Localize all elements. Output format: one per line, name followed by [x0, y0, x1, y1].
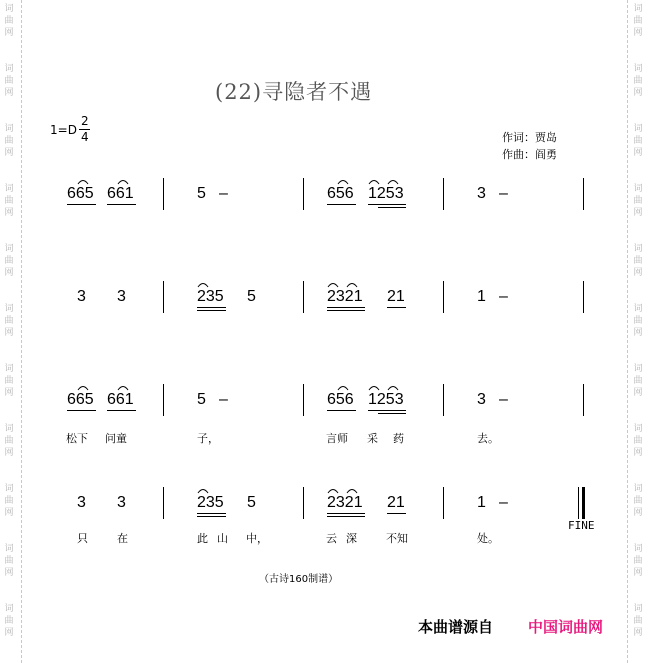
slur	[327, 486, 339, 494]
note-group: 661	[107, 185, 134, 202]
time-signature-top: 2	[81, 114, 89, 128]
watermark-char: 曲	[633, 256, 643, 266]
watermark-char: 曲	[4, 496, 14, 506]
lyric: 采	[367, 432, 378, 445]
slur	[197, 280, 209, 288]
watermark-char: 词	[4, 304, 14, 314]
note-group: 235	[197, 494, 224, 511]
underline	[387, 307, 406, 308]
watermark-char: 曲	[4, 196, 14, 206]
underline	[327, 516, 365, 517]
slur	[368, 383, 380, 391]
slur	[337, 177, 349, 185]
underline	[67, 410, 96, 411]
lyric: 云	[326, 532, 337, 545]
underline	[197, 516, 226, 517]
final-barline-thick	[582, 487, 585, 519]
note: 1	[477, 494, 486, 511]
watermark-char: 网	[633, 208, 643, 218]
slur	[387, 177, 399, 185]
watermark-char: 词	[4, 424, 14, 434]
watermark-char: 词	[633, 304, 643, 314]
watermark-char: 网	[633, 388, 643, 398]
watermark-char: 曲	[633, 376, 643, 386]
watermark-char: 网	[4, 28, 14, 38]
note: 5	[247, 494, 256, 511]
dash: –	[499, 391, 508, 408]
underline	[327, 310, 365, 311]
watermark-char: 词	[4, 4, 14, 14]
right-border	[627, 0, 628, 663]
slur	[77, 177, 89, 185]
watermark-char: 词	[4, 184, 14, 194]
watermark-char: 曲	[633, 196, 643, 206]
note: 3	[77, 288, 86, 305]
watermark-char: 网	[633, 148, 643, 158]
underline	[107, 410, 136, 411]
slur	[117, 177, 129, 185]
barline	[163, 178, 164, 210]
watermark-char: 词	[633, 604, 643, 614]
watermark-char: 词	[633, 544, 643, 554]
lyricist-credit: 作词：贾岛	[502, 131, 557, 144]
watermark-char: 词	[633, 244, 643, 254]
slur	[346, 486, 358, 494]
watermark-char: 曲	[4, 376, 14, 386]
watermark-char: 词	[4, 484, 14, 494]
watermark-char: 网	[633, 628, 643, 638]
note-group: 2321	[327, 494, 363, 511]
watermark-char: 词	[633, 424, 643, 434]
lyric: 中，	[246, 532, 268, 545]
note-group: 21	[387, 288, 405, 305]
lyric: 子，	[197, 432, 219, 445]
site-name-link[interactable]: 中国词曲网	[528, 618, 604, 636]
underline	[387, 513, 406, 514]
watermark-char: 网	[633, 268, 643, 278]
note-group: 1253	[368, 185, 404, 202]
watermark-char: 曲	[633, 556, 643, 566]
lyric: 处。	[477, 532, 499, 545]
barline	[443, 281, 444, 313]
lyric: 言师	[326, 432, 348, 445]
note: 3	[117, 288, 126, 305]
note: 3	[477, 185, 486, 202]
watermark-char: 网	[4, 568, 14, 578]
underline	[368, 204, 406, 205]
final-barline-thin	[578, 487, 579, 519]
barline	[163, 281, 164, 313]
watermark-char: 网	[633, 568, 643, 578]
fine-mark: FINE	[568, 519, 595, 532]
watermark-char: 网	[4, 508, 14, 518]
watermark-char: 曲	[4, 436, 14, 446]
watermark-char: 曲	[633, 496, 643, 506]
source-label: 本曲谱源自	[418, 618, 494, 636]
underline	[378, 207, 406, 208]
underline	[327, 204, 356, 205]
dash: –	[219, 185, 228, 202]
watermark-char: 网	[4, 628, 14, 638]
slur	[327, 280, 339, 288]
watermark-char: 网	[4, 448, 14, 458]
underline	[197, 310, 226, 311]
note-group: 21	[387, 494, 405, 511]
watermark-char: 词	[4, 244, 14, 254]
barline	[443, 384, 444, 416]
watermark-char: 网	[4, 208, 14, 218]
watermark-char: 词	[633, 184, 643, 194]
watermark-char: 网	[4, 88, 14, 98]
note-group: 2321	[327, 288, 363, 305]
note: 3	[477, 391, 486, 408]
dash: –	[499, 494, 508, 511]
slur	[77, 383, 89, 391]
slur	[117, 383, 129, 391]
note: 3	[117, 494, 126, 511]
barline	[303, 487, 304, 519]
watermark-char: 网	[4, 388, 14, 398]
note: 1	[477, 288, 486, 305]
watermark-char: 词	[633, 484, 643, 494]
key-signature: 1=D	[50, 123, 77, 137]
note-group: 656	[327, 185, 354, 202]
watermark-char: 曲	[633, 436, 643, 446]
lyric: 不知	[386, 532, 408, 545]
slur	[368, 177, 380, 185]
footnote: （古诗160制谱）	[259, 574, 339, 585]
underline	[67, 204, 96, 205]
watermark-char: 网	[4, 328, 14, 338]
slur	[346, 280, 358, 288]
barline	[443, 487, 444, 519]
underline	[197, 307, 226, 308]
watermark-char: 词	[633, 4, 643, 14]
barline	[303, 384, 304, 416]
underline	[107, 204, 136, 205]
note-group: 661	[107, 391, 134, 408]
lyric: 此	[197, 532, 208, 545]
watermark-char: 网	[4, 268, 14, 278]
lyric: 问童	[105, 432, 127, 445]
slur	[387, 383, 399, 391]
dash: –	[499, 185, 508, 202]
watermark-char: 网	[633, 508, 643, 518]
watermark-char: 曲	[4, 316, 14, 326]
lyric: 深	[346, 532, 357, 545]
watermark-char: 曲	[4, 16, 14, 26]
watermark-char: 网	[633, 88, 643, 98]
slur	[197, 486, 209, 494]
watermark-char: 网	[633, 28, 643, 38]
dash: –	[219, 391, 228, 408]
watermark-char: 曲	[4, 256, 14, 266]
watermark-char: 词	[4, 364, 14, 374]
composer-credit: 作曲：阎勇	[502, 148, 557, 161]
barline	[303, 178, 304, 210]
watermark-char: 词	[633, 64, 643, 74]
underline	[327, 410, 356, 411]
watermark-char: 词	[4, 64, 14, 74]
lyric: 山	[217, 532, 228, 545]
lyric: 松下	[66, 432, 88, 445]
dash: –	[499, 288, 508, 305]
watermark-char: 词	[4, 544, 14, 554]
barline	[583, 281, 584, 313]
watermark-char: 曲	[4, 136, 14, 146]
lyric: 只	[77, 532, 88, 545]
lyric: 药	[393, 432, 404, 445]
note: 5	[197, 391, 206, 408]
watermark-char: 词	[633, 124, 643, 134]
watermark-char: 曲	[4, 76, 14, 86]
lyric: 在	[117, 532, 128, 545]
barline	[163, 487, 164, 519]
note: 5	[197, 185, 206, 202]
watermark-char: 词	[633, 364, 643, 374]
barline	[443, 178, 444, 210]
barline	[163, 384, 164, 416]
note-group: 665	[67, 391, 94, 408]
left-border	[21, 0, 22, 663]
underline	[327, 513, 365, 514]
underline	[368, 410, 406, 411]
watermark-char: 曲	[633, 76, 643, 86]
watermark-char: 网	[633, 448, 643, 458]
underline	[327, 307, 365, 308]
underline	[378, 413, 406, 414]
watermark-char: 词	[4, 124, 14, 134]
time-signature-bottom: 4	[81, 130, 89, 144]
underline	[197, 513, 226, 514]
song-title: (22)寻隐者不遇	[215, 80, 373, 104]
note: 3	[77, 494, 86, 511]
note-group: 656	[327, 391, 354, 408]
note-group: 665	[67, 185, 94, 202]
lyric: 去。	[477, 432, 499, 445]
note: 5	[247, 288, 256, 305]
watermark-char: 词	[4, 604, 14, 614]
note-group: 1253	[368, 391, 404, 408]
barline	[303, 281, 304, 313]
watermark-char: 曲	[4, 556, 14, 566]
watermark-char: 网	[4, 148, 14, 158]
watermark-char: 网	[633, 328, 643, 338]
note-group: 235	[197, 288, 224, 305]
watermark-char: 曲	[633, 616, 643, 626]
slur	[337, 383, 349, 391]
watermark-char: 曲	[633, 136, 643, 146]
watermark-char: 曲	[4, 616, 14, 626]
watermark-char: 曲	[633, 16, 643, 26]
watermark-char: 曲	[633, 316, 643, 326]
barline	[583, 384, 584, 416]
barline	[583, 178, 584, 210]
